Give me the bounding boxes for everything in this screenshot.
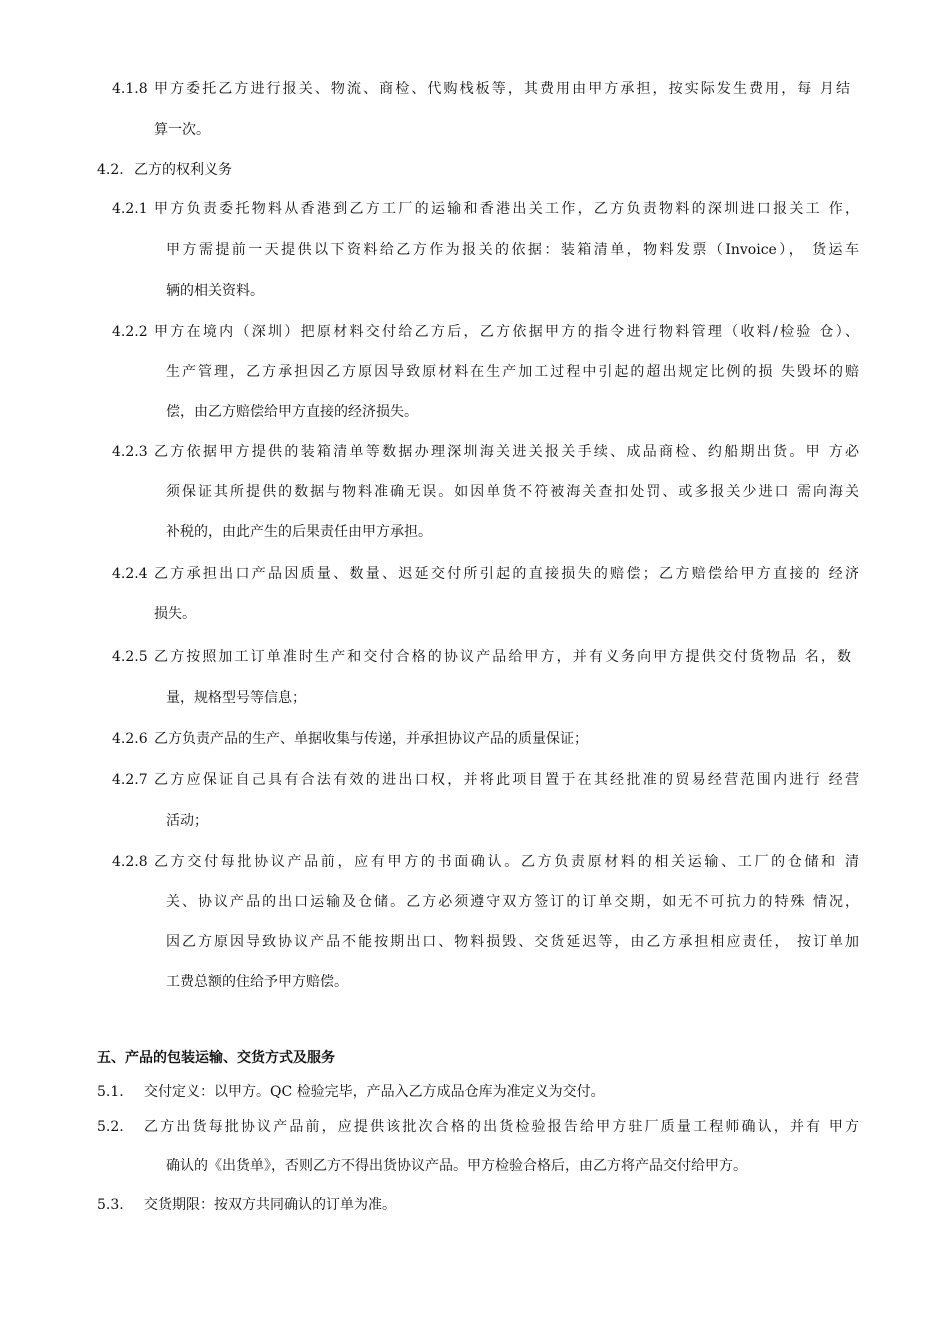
clause-text-line: 活动；: [166, 813, 208, 829]
section-number: 4.2.: [97, 162, 124, 178]
clause-text-line: 乙方负责产品的生产、单据收集与传递，并承担协议产品的质量保证；: [154, 731, 588, 747]
clause-text-line: 甲方需提前一天提供以下资料给乙方作为报关的依据：装箱清单，物料发票（Invoice）， 货运车: [166, 242, 859, 258]
clause-number: 4.2.4: [112, 566, 148, 582]
clause-text-line: 交货期限：按双方共同确认的订单为准。: [144, 1197, 396, 1213]
clause-text-line: 补税的，由此产生的后果责任由甲方承担。: [166, 524, 432, 540]
clause-number: 4.1.8: [112, 81, 148, 97]
clause-text-line: 乙方出货每批协议产品前，应提供该批次合格的出货检验报告给甲方驻厂质量工程师确认，并有 甲方: [144, 1119, 859, 1135]
clause-text-line: 乙方交付每批协议产品前，应有甲方的书面确认。乙方负责原材料的相关运输、工厂的仓储和 清: [154, 854, 859, 870]
clause-text-line: 生产管理，乙方承担因乙方原因导致原材料在生产加工过程中引起的超出规定比例的损 失毁坏的赔: [166, 364, 859, 380]
clause-text-line: 因乙方原因导致协议产品不能按期出口、物料损毁、交货延迟等，由乙方承担相应责任， 按订单加: [166, 934, 859, 950]
clause-number: 4.2.8: [112, 854, 148, 870]
clause-number: 4.2.7: [112, 772, 148, 788]
clause-text-line: 甲方委托乙方进行报关、物流、商检、代购栈板等，其费用由甲方承担，按实际发生费用，每 月结: [154, 81, 850, 97]
clause-text-line: 偿，由乙方赔偿给甲方直接的经济损失。: [166, 404, 418, 420]
clause-text-line: 损失。: [154, 606, 196, 622]
section-heading: 五、产品的包装运输、交货方式及服务: [97, 1050, 335, 1066]
clause-text-line: 甲方负责委托物料从香港到乙方工厂的运输和香港出关工作，乙方负责物料的深圳进口报关工 作，: [154, 201, 859, 217]
clause-text-line: 乙方按照加工订单准时生产和交付合格的协议产品给甲方，并有义务向甲方提供交付货物品 名，数: [154, 649, 851, 665]
clause-number: 4.2.1: [112, 201, 148, 217]
clause-text-line: 辆的相关资料。: [166, 283, 264, 299]
clause-number: 5.2.: [97, 1119, 124, 1135]
clause-number: 4.2.5: [112, 649, 148, 665]
clause-text-line: 须保证其所提供的数据与物料准确无误。如因单货不符被海关查扣处罚、或多报关少进口 需向海关: [166, 484, 859, 500]
clause-number: 5.1.: [97, 1084, 124, 1100]
clause-text-line: 确认的《出货单》，否则乙方不得出货协议产品。甲方检验合格后，由乙方将产品交付给甲方。: [166, 1158, 747, 1174]
clause-number: 5.3.: [97, 1197, 124, 1213]
clause-number: 4.2.6: [112, 731, 148, 747]
clause-text-line: 交付定义：以甲方。QC 检验完毕，产品入乙方成品仓库为准定义为交付。: [144, 1084, 605, 1100]
clause-number: 4.2.2: [112, 324, 148, 340]
clause-text-line: 乙方承担出口产品因质量、数量、迟延交付所引起的直接损失的赔偿；乙方赔偿给甲方直接的 经济: [154, 566, 859, 582]
clause-text-line: 量，规格型号等信息；: [166, 690, 306, 706]
clause-text-line: 乙方依据甲方提供的装箱清单等数据办理深圳海关进关报关手续、成品商检、约船期出货。甲 方必: [154, 444, 859, 460]
clause-text-line: 关、协议产品的出口运输及仓储。乙方必须遵守双方签订的订单交期，如无不可抗力的特殊 情况，: [166, 894, 859, 910]
clause-text-line: 算一次。: [154, 122, 210, 138]
clause-text-line: 甲方在境内（深圳）把原材料交付给乙方后，乙方依据甲方的指令进行物料管理（收料/检验 仓）、: [154, 324, 859, 340]
section-title: 乙方的权利义务: [134, 162, 232, 178]
clause-number: 4.2.3: [112, 444, 148, 460]
clause-text-line: 工费总额的住给予甲方赔偿。: [166, 974, 348, 990]
clause-text-line: 乙方应保证自己具有合法有效的进出口权，并将此项目置于在其经批准的贸易经营范围内进行 经营: [154, 772, 859, 788]
